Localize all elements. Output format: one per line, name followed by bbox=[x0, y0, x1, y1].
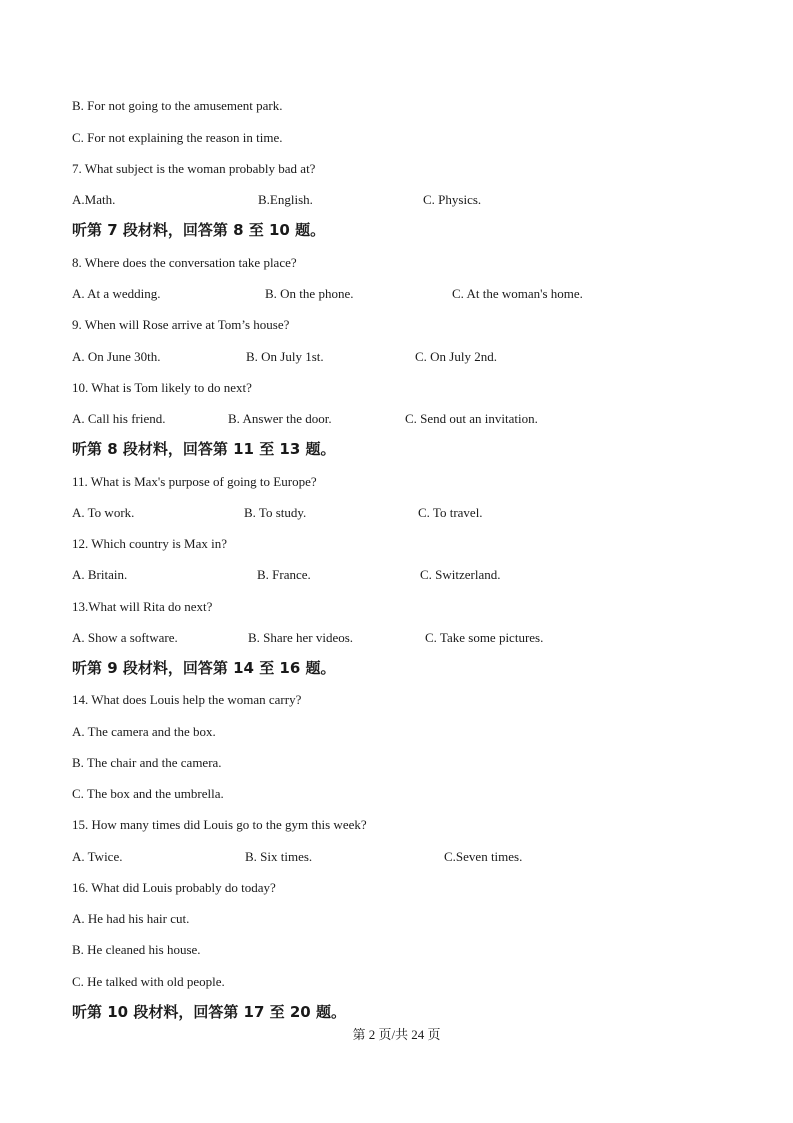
option-8a: A. At a wedding. bbox=[72, 286, 161, 301]
question-7: 7. What subject is the woman probably bad at? bbox=[72, 161, 316, 176]
section-heading-10: 听第 10 段材料，回答第 17 至 20 题。 bbox=[72, 1003, 346, 1021]
option-11a: A. To work. bbox=[72, 505, 135, 520]
question-14: 14. What does Louis help the woman carry? bbox=[72, 692, 302, 707]
option-8b: B. On the phone. bbox=[265, 286, 354, 301]
option-14c: C. The box and the umbrella. bbox=[72, 786, 224, 801]
option-10a: A. Call his friend. bbox=[72, 411, 166, 426]
section-heading-8: 听第 8 段材料，回答第 11 至 13 题。 bbox=[72, 440, 336, 458]
option-11c: C. To travel. bbox=[418, 505, 483, 520]
page-number: 第 2 页/共 24 页 bbox=[352, 1027, 441, 1042]
option-11b: B. To study. bbox=[244, 505, 307, 520]
option-15b: B. Six times. bbox=[245, 849, 313, 864]
option-9a: A. On June 30th. bbox=[72, 349, 161, 364]
option-15c: C.Seven times. bbox=[444, 849, 523, 864]
question-8: 8. Where does the conversation take place? bbox=[72, 255, 297, 270]
option-7c: C. Physics. bbox=[423, 192, 482, 207]
question-16: 16. What did Louis probably do today? bbox=[72, 880, 276, 895]
question-10: 10. What is Tom likely to do next? bbox=[72, 380, 252, 395]
option-7a: A.Math. bbox=[72, 192, 116, 207]
option-14a: A. The camera and the box. bbox=[72, 724, 216, 739]
option-13c: C. Take some pictures. bbox=[425, 630, 544, 645]
option-6c: C. For not explaining the reason in time. bbox=[72, 130, 283, 145]
option-16c: C. He talked with old people. bbox=[72, 974, 225, 989]
option-6b: B. For not going to the amusement park. bbox=[72, 98, 283, 113]
option-8c: C. At the woman's home. bbox=[452, 286, 583, 301]
option-9c: C. On July 2nd. bbox=[415, 349, 497, 364]
option-13a: A. Show a software. bbox=[72, 630, 178, 645]
option-15a: A. Twice. bbox=[72, 849, 123, 864]
section-heading-7: 听第 7 段材料，回答第 8 至 10 题。 bbox=[72, 221, 326, 239]
question-9: 9. When will Rose arrive at Tom’s house? bbox=[72, 317, 290, 332]
option-12b: B. France. bbox=[257, 567, 311, 582]
question-15: 15. How many times did Louis go to the gym this week? bbox=[72, 817, 367, 832]
question-11: 11. What is Max's purpose of going to Europe? bbox=[72, 474, 317, 489]
option-14b: B. The chair and the camera. bbox=[72, 755, 222, 770]
option-16a: A. He had his hair cut. bbox=[72, 911, 190, 926]
section-heading-9: 听第 9 段材料，回答第 14 至 16 题。 bbox=[72, 659, 336, 677]
option-10b: B. Answer the door. bbox=[228, 411, 332, 426]
option-10c: C. Send out an invitation. bbox=[405, 411, 538, 426]
question-13: 13.What will Rita do next? bbox=[72, 599, 213, 614]
option-12a: A. Britain. bbox=[72, 567, 128, 582]
option-13b: B. Share her videos. bbox=[248, 630, 354, 645]
option-12c: C. Switzerland. bbox=[420, 567, 501, 582]
option-16b: B. He cleaned his house. bbox=[72, 942, 201, 957]
question-12: 12. Which country is Max in? bbox=[72, 536, 228, 551]
option-9b: B. On July 1st. bbox=[246, 349, 324, 364]
option-7b: B.English. bbox=[258, 192, 313, 207]
